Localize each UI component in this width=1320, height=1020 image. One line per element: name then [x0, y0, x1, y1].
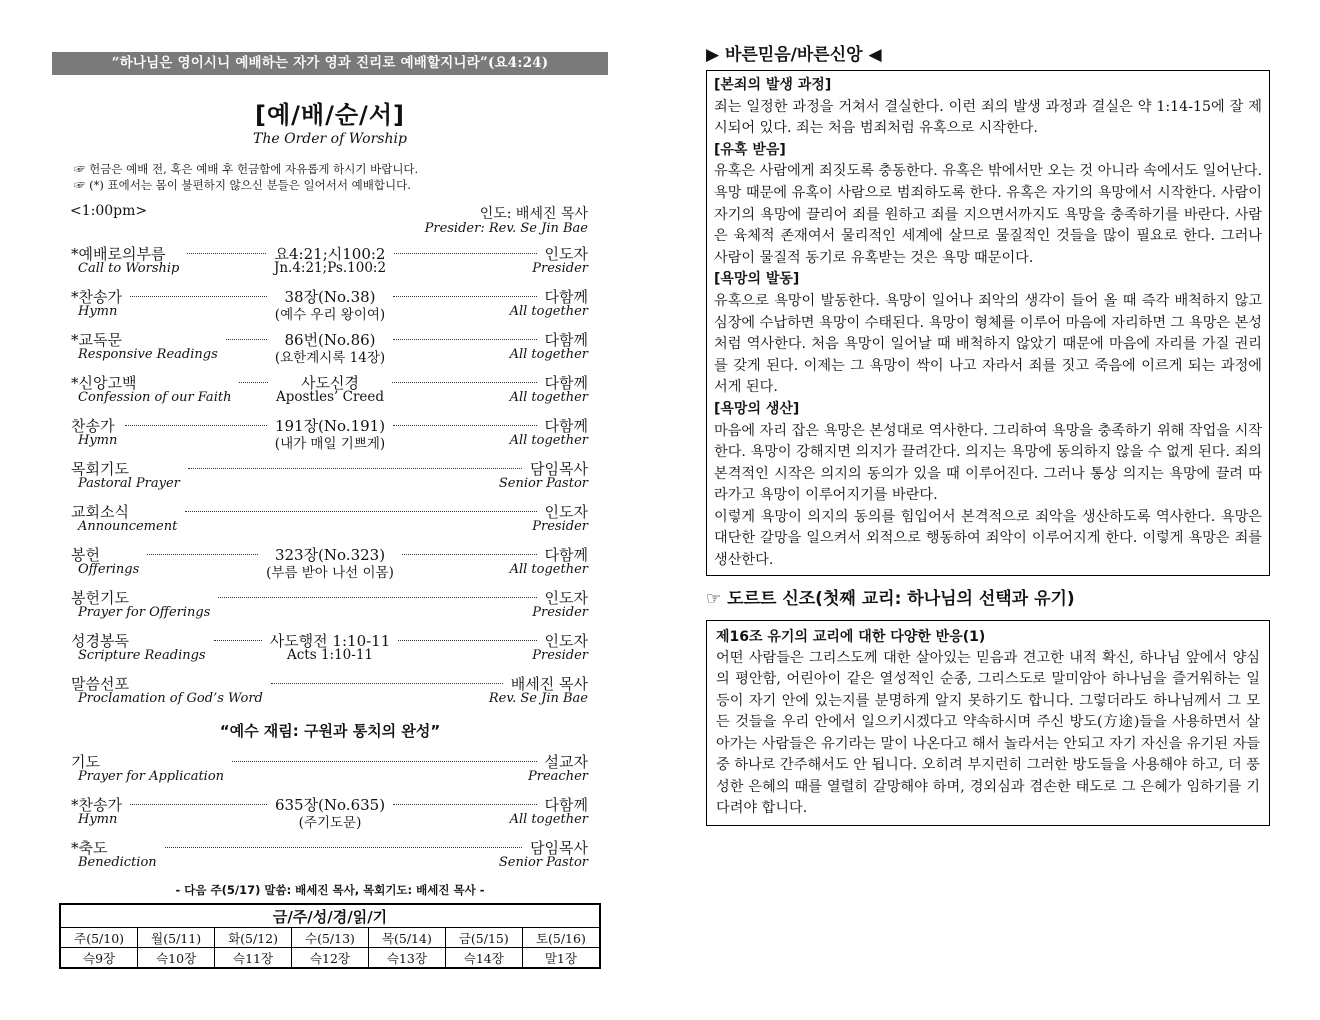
order-item [52, 501, 608, 544]
item-role-ko: 배세진 목사 [510, 675, 588, 693]
item-name-ko: *찬송가 [71, 288, 122, 306]
order-item [52, 415, 608, 458]
page-title: [예/배/순/서] [255, 101, 405, 129]
item-role-en: Senior Pastor [498, 855, 588, 870]
item-detail: 86번(No.86) [284, 331, 376, 349]
worship-order-page [52, 52, 608, 898]
order-item [52, 794, 608, 837]
item-role-ko: 다함께 [544, 417, 588, 435]
reading-day: 수(5/13) [292, 928, 369, 948]
article-subheading: [욕망의 생산] [714, 400, 800, 417]
item-role-ko: 인도자 [544, 245, 588, 263]
item-name-en: Call to Worship [78, 261, 180, 276]
item-name-ko: 찬송가 [71, 417, 115, 435]
item-detail-sub: Jn.4:21;Ps.100:2 [273, 260, 387, 276]
item-name-ko: *교독문 [71, 331, 122, 349]
item-detail-sub: Apostles’ Creed [275, 389, 385, 405]
item-name-en: Hymn [78, 812, 118, 827]
item-name-en: Proclamation of God’s Word [78, 691, 263, 706]
reading-day: 금(5/15) [445, 928, 522, 948]
leader-en: Presider: Rev. Se Jin Bae [424, 221, 588, 236]
leader-dots [130, 296, 267, 297]
order-item [52, 243, 608, 286]
item-role-en: All together [509, 562, 588, 577]
item-name-ko: 교회소식 [71, 503, 129, 521]
leader-dots [239, 382, 268, 383]
item-role-en: Presider [532, 261, 588, 276]
item-name-en: Scripture Readings [78, 648, 206, 663]
notes [74, 161, 608, 193]
item-role-ko: 다함께 [544, 374, 588, 392]
item-name-ko: *예배로의부름 [71, 245, 166, 263]
articles-page [706, 40, 1270, 826]
item-detail: 요4:21;시100:2 [274, 245, 386, 263]
item-name-ko: *축도 [71, 839, 108, 857]
item-role-en: Presider [532, 605, 588, 620]
reading-chapter: 말1장 [522, 948, 600, 969]
item-role-en: All together [509, 347, 588, 362]
leader-dots [394, 253, 536, 254]
leader-dots [130, 804, 267, 805]
item-role-en: All together [509, 304, 588, 319]
article-subheading: [본죄의 발생 과정] [714, 77, 832, 93]
item-role-ko: 담임목사 [530, 839, 588, 857]
reading-day: 화(5/12) [215, 928, 292, 948]
leader-dots [226, 339, 267, 340]
item-name-en: Pastoral Prayer [78, 476, 180, 491]
sermon-title: “예수 재림: 구원과 통치의 완성” [219, 722, 441, 740]
reading-chapter: 슥12장 [292, 948, 369, 969]
item-role-en: Presider [532, 519, 588, 534]
article-paragraph: 마음에 자리 잡은 욕망은 본성대로 역사한다. 그리하여 욕망을 충족하기 위해 작업을 시작한다. 욕망이 강해지면 의지가 끌려간다. 의지는 욕망에 동의하지 않을 수 없게 된다. 죄의 본격적인 시작은 의지의 동의가 있을 때 이루어진다. 그러나 통상 의지는 욕망에 끌려 따라가고 욕망이 이루어지기를 바란다. [714, 422, 1262, 504]
item-detail: 사도신경 [301, 374, 359, 392]
item-detail-sub: (내가 매일 기쁘게) [274, 436, 386, 452]
article-paragraph: 유혹은 사람에게 죄짓도록 충동한다. 유혹은 밖에서만 오는 것 아니라 속에서도 일어난다. 욕망 때문에 유혹이 사람으로 범죄하도록 한다. 유혹은 자기의 욕망에서 시작한다. 사람이 자기의 욕망에 끌리어 죄를 원하고 죄를 지으면서까지도 욕망을 충족하기를 바란다. 사람은 육체적 존재여서 물리적인 세계에 살므로 물질적인 것들을 많이 필요로 한다. 그러나 사람이 물질적 동기로 유혹받는 것은 욕망 때문이다. [714, 163, 1262, 266]
item-name-en: Hymn [78, 304, 118, 319]
item-role-ko: 인도자 [544, 632, 588, 650]
reading-day: 주(5/10) [60, 928, 138, 948]
leader-dots [393, 804, 536, 805]
reading-chapters-row [60, 948, 600, 969]
leader-dots [393, 339, 536, 340]
item-role-en: All together [509, 390, 588, 405]
reading-days-row [60, 928, 600, 948]
item-role-en: Rev. Se Jin Bae [488, 691, 588, 706]
article-paragraph: 유혹으로 욕망이 발동한다. 욕망이 일어나 죄악의 생각이 들어 올 때 즉각 배척하지 않고 심장에 수납하면 욕망이 수태된다. 욕망이 형체를 이루어 마음에 자리하면 그 욕망은 본성처럼 역사한다. 처음 욕망이 일어날 때 배척하지 않았기 때문에 마음에 자리를 가질 권리를 갖게 된다. 이제는 그 욕망이 싹이 나고 자라서 죄를 짓고 죽음에 이르게 되는 과정에 서게 된다. [714, 292, 1262, 396]
section-title-faith: ▶ 바른믿음/바른신앙 ◀ [706, 45, 882, 65]
leader-dots [147, 554, 258, 555]
leader-dots [165, 847, 522, 848]
item-name-ko: *찬송가 [71, 796, 122, 814]
bible-reading-table [59, 903, 601, 969]
order-item [52, 630, 608, 673]
item-role-ko: 인도자 [544, 589, 588, 607]
item-name-en: Hymn [78, 433, 118, 448]
order-item [52, 751, 608, 794]
dort-article-box [706, 620, 1270, 827]
leader-dots [393, 425, 536, 426]
leader-dots [185, 511, 536, 512]
order-item [52, 837, 608, 880]
item-role-ko: 다함께 [544, 546, 588, 564]
item-detail-sub: Acts 1:10-11 [286, 647, 373, 663]
item-name-ko: 성경봉독 [71, 632, 129, 650]
leader-dots [398, 640, 536, 641]
leader-dots [218, 597, 536, 598]
order-item [52, 544, 608, 587]
item-role-ko: 다함께 [544, 331, 588, 349]
article-heading: 제16조 유기의 교리에 대한 다양한 반응(1) [716, 628, 986, 645]
leader-dots [393, 296, 536, 297]
item-role-en: All together [509, 433, 588, 448]
item-name-en: Announcement [78, 519, 178, 534]
item-name-en: Prayer for Offerings [78, 605, 211, 620]
item-name-en: Prayer for Application [78, 769, 225, 784]
article-paragraph: 이렇게 욕망이 의지의 동의를 힘입어서 본격적으로 죄악을 생산하도록 역사한다. 욕망은 대단한 갈망을 일으켜서 외적으로 행동하여 죄악이 이루어지게 한다. 이렇게 욕망은 죄를 생산한다. [714, 508, 1262, 569]
item-name-en: Benediction [78, 855, 157, 870]
item-role-en: Preacher [528, 769, 588, 784]
order-list [52, 243, 608, 716]
leader-dots [271, 683, 503, 684]
reading-day: 목(5/14) [368, 928, 445, 948]
leader-ko: 인도: 배세진 목사 [479, 206, 588, 222]
time-row [52, 203, 608, 243]
item-role-ko: 다함께 [544, 288, 588, 306]
item-name-ko: 말씀선포 [71, 675, 129, 693]
reading-chapter: 슥10장 [138, 948, 215, 969]
item-detail: 38장(No.38) [284, 288, 376, 306]
order-item [52, 372, 608, 415]
note-offering: ☞ 헌금은 예배 전, 혹은 예배 후 헌금함에 자유롭게 하시기 바랍니다. [74, 162, 419, 176]
leader-dots [125, 425, 266, 426]
leader-dots [232, 761, 536, 762]
page-subtitle: The Order of Worship [253, 131, 407, 147]
faith-article-box [706, 70, 1270, 576]
item-name-ko: 봉헌 [71, 546, 100, 564]
order-item [52, 329, 608, 372]
item-detail-sub: (주기도문) [298, 815, 362, 831]
reading-day: 토(5/16) [522, 928, 600, 948]
item-name-ko: 목회기도 [71, 460, 129, 478]
leader-dots [392, 382, 536, 383]
order-item [52, 587, 608, 630]
reading-chapter: 슥13장 [368, 948, 445, 969]
item-detail: 191장(No.191) [274, 417, 386, 435]
reading-day: 월(5/11) [138, 928, 215, 948]
reading-chapter: 슥11장 [215, 948, 292, 969]
leader-dots [214, 640, 262, 641]
order-item [52, 673, 608, 716]
item-detail: 635장(No.635) [274, 796, 386, 814]
order-item [52, 458, 608, 501]
item-role-en: Senior Pastor [498, 476, 588, 491]
section-title-dort: ☞ 도르트 신조(첫째 교리: 하나님의 선택과 유기) [706, 588, 1075, 609]
item-role-ko: 담임목사 [530, 460, 588, 478]
reading-chapter: 슥14장 [445, 948, 522, 969]
service-time: <1:00pm> [70, 203, 148, 219]
article-subheading: [유혹 받음] [714, 141, 786, 158]
item-detail-sub: (예수 우리 왕이여) [274, 307, 386, 323]
leader-dots [187, 253, 266, 254]
item-detail: 사도행전 1:10-11 [269, 632, 391, 650]
item-role-ko: 인도자 [544, 503, 588, 521]
item-name-en: Responsive Readings [78, 347, 218, 362]
item-role-ko: 다함께 [544, 796, 588, 814]
order-item [52, 286, 608, 329]
item-name-en: Offerings [78, 562, 140, 577]
item-name-en: Confession of our Faith [78, 390, 232, 405]
item-name-ko: 기도 [71, 753, 100, 771]
article-paragraph: 죄는 일정한 과정을 거쳐서 결실한다. 이런 죄의 발생 과정과 결실은 약 1:14-15에 잘 제시되어 있다. 죄는 처음 범죄처럼 유혹으로 시작한다. [714, 98, 1262, 137]
item-role-en: All together [509, 812, 588, 827]
item-detail-sub: (요한계시록 14장) [274, 350, 386, 366]
item-detail: 323장(No.323) [274, 546, 386, 564]
bible-reading-title: 금/주/성/경/읽/기 [60, 904, 600, 928]
item-name-ko: 봉헌기도 [71, 589, 129, 607]
order-list-after-sermon [52, 751, 608, 880]
item-role-en: Presider [532, 648, 588, 663]
item-detail-sub: (부름 받아 나선 이몸) [266, 565, 394, 581]
article-text: 어떤 사람들은 그리스도께 대한 살아있는 믿음과 견고한 내적 확신, 하나님 앞에서 양심의 평안함, 어린아이 같은 열성적인 순종, 그리스도로 말미암아 하나님을 즐거워하는 일 등이 자기 안에 있는지를 분명하게 알지 못하기도 합니다. 그렇더라도 하나님께서 그 모든 것들을 우리 안에서 일으키시겠다고 약속하시며 주신 방도(方途)들을 사용하면서 살아가는 사람들은 유기라는 말이 나온다고 해서 놀라서는 안되고 자기 자신을 유기된 자들 중 하나로 간주해서도 안 됩니다. 오히려 부지런히 그러한 방도들을 사용해야 하고, 더 풍성한 은혜의 때를 열렬히 갈망해야 하며, 경외심과 겸손한 태도로 그 은혜가 임하기를 기다려야 합니다. [716, 650, 1260, 816]
article-subheading: [욕망의 발동] [714, 271, 800, 288]
leader-dots [402, 554, 537, 555]
reading-chapter: 슥9장 [60, 948, 138, 969]
scripture-banner: “하나님은 영이시니 예배하는 자가 영과 진리로 예배할지니라”(요4:24) [52, 52, 608, 75]
next-week-info: - 다음 주(5/17) 말씀: 배세진 목사, 목회기도: 배세진 목사 - [175, 883, 485, 897]
leader-dots [188, 468, 522, 469]
item-role-ko: 설교자 [544, 753, 588, 771]
item-name-ko: *신앙고백 [71, 374, 137, 392]
note-standing: ☞ (*) 표에서는 몸이 불편하지 않으신 분들은 일어서서 예배합니다. [74, 178, 411, 192]
